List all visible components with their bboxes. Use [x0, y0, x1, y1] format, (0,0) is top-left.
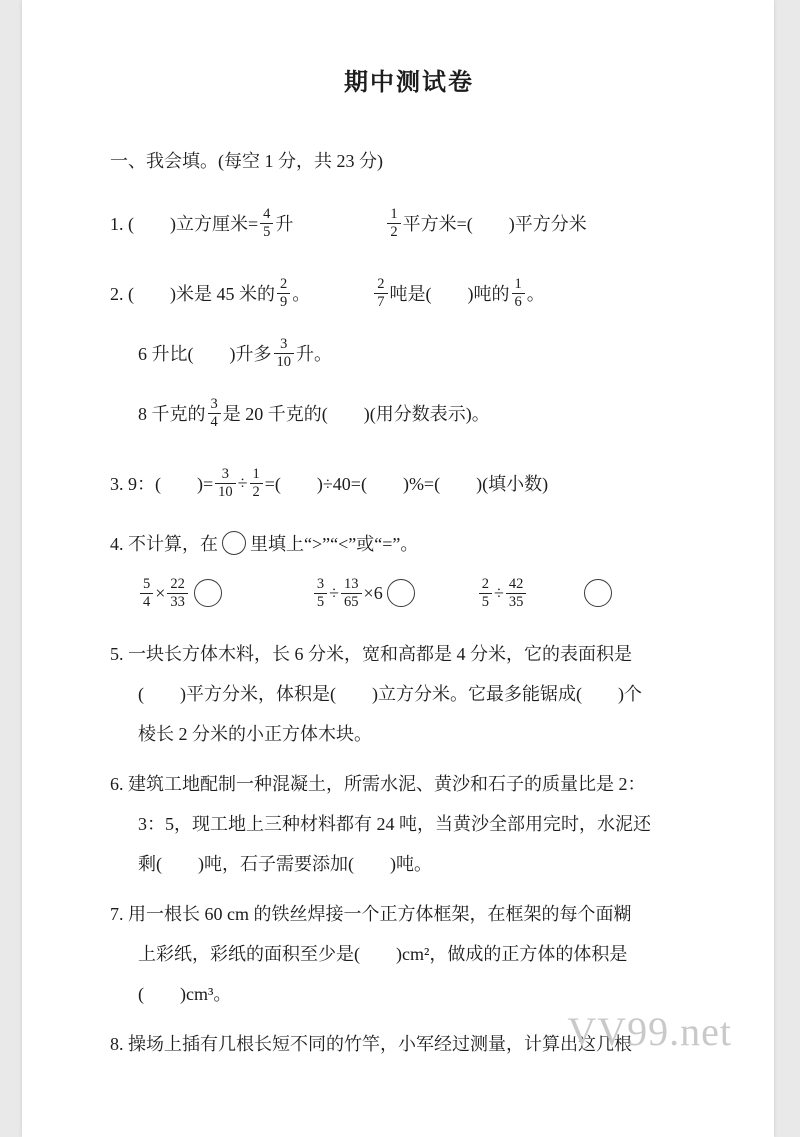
- problem-line: [110, 193, 708, 253]
- fraction: $\frac{2}{5}$: [479, 576, 492, 609]
- problems: [110, 193, 708, 1063]
- problem-line: [110, 263, 708, 323]
- problem-text: 2. ( )米是 45 米的: [110, 284, 275, 304]
- fraction: $\frac{5}{4}$: [140, 576, 153, 609]
- compare-circle: [194, 579, 222, 607]
- problem-text: 6. 建筑工地配制一种混凝土，所需水泥、黄沙和石子的质量比是 2：: [110, 774, 646, 794]
- problem-text: ( )cm³。: [138, 984, 232, 1004]
- fraction: $\frac{3}{5}$: [314, 576, 327, 609]
- problem-line: [110, 323, 708, 383]
- fraction: $\frac{1}{2}$: [250, 466, 263, 499]
- problem-text: ÷: [493, 582, 504, 603]
- problem-text: 6 升比( )升多: [138, 344, 272, 364]
- page-title: 期中测试卷: [344, 70, 474, 96]
- problem-text: ×: [155, 582, 166, 603]
- problem: [110, 263, 708, 443]
- problem: [110, 453, 708, 513]
- problem-text: 。: [526, 284, 545, 304]
- problem: [110, 763, 708, 883]
- problem-text: 里填上“>”“<”或“=”。: [250, 534, 419, 554]
- problem-text: 。: [292, 284, 311, 304]
- problem-text: 剩( )吨，石子需要添加( )吨。: [138, 854, 432, 874]
- watermark: VV99.net: [567, 1009, 732, 1054]
- problem-text: ×6: [363, 582, 383, 603]
- problem-line: [110, 633, 708, 673]
- problem-text: 棱长 2 分米的小正方体木块。: [138, 724, 372, 744]
- problem-line: [110, 803, 708, 843]
- problem-line: [110, 523, 708, 563]
- problem: [110, 893, 708, 1013]
- problem-line: [110, 973, 708, 1013]
- problem: [110, 633, 708, 753]
- problem-text: 升。: [296, 344, 332, 364]
- fraction: $\frac{13}{65}$: [341, 576, 362, 609]
- problem-line: [110, 453, 708, 513]
- problem-text: 是 20 千克的( )(用分数表示)。: [222, 404, 490, 424]
- problem-line: [110, 563, 708, 623]
- problem-text: 4. 不计算，在: [110, 534, 218, 554]
- problem-text: 7. 用一根长 60 cm 的铁丝焊接一个正方体框架，在框架的每个面糊: [110, 904, 632, 924]
- fraction: $\frac{3}{4}$: [208, 396, 221, 429]
- problem-text: 平方米=( )平方分米: [402, 214, 587, 234]
- problem-text: 吨是( )吨的: [389, 284, 510, 304]
- fraction: $\frac{22}{33}$: [167, 576, 188, 609]
- fraction: $\frac{2}{7}$: [374, 276, 387, 309]
- problem-text: 8. 操场上插有几根长短不同的竹竿，小军经过测量，计算出这几根: [110, 1034, 632, 1054]
- fraction: $\frac{42}{35}$: [506, 576, 527, 609]
- problem-line: [110, 713, 708, 753]
- problem-text: =( )÷40=( )%=( )(填小数): [264, 474, 549, 494]
- problem-line: [110, 893, 708, 933]
- problem: [110, 193, 708, 253]
- fraction: $\frac{3}{10}$: [274, 336, 295, 369]
- fraction: $\frac{2}{9}$: [277, 276, 290, 309]
- fraction: $\frac{1}{6}$: [512, 276, 525, 309]
- problem-text: 1. ( )立方厘米=: [110, 214, 259, 234]
- problem-line: [110, 673, 708, 713]
- problem: [110, 523, 708, 623]
- document-page: [22, 0, 774, 1137]
- problem-text: 3：5，现工地上三种材料都有 24 吨，当黄沙全部用完时，水泥还: [138, 814, 651, 834]
- compare-circle: [222, 531, 246, 555]
- problem-text: 5. 一块长方体木料，长 6 分米，宽和高都是 4 分米，它的表面积是: [110, 644, 632, 664]
- fraction: $\frac{4}{5}$: [260, 206, 273, 239]
- compare-circle: [584, 579, 612, 607]
- problem-line: [110, 933, 708, 973]
- problem-text: ÷: [329, 582, 340, 603]
- compare-circle: [387, 579, 415, 607]
- problem-line: [110, 843, 708, 883]
- section-heading: 一、我会填。(每空 1 分，共 23 分): [110, 151, 383, 171]
- fraction: $\frac{1}{2}$: [387, 206, 400, 239]
- problem-text: 升: [275, 214, 294, 234]
- problem-text: 8 千克的: [138, 404, 206, 424]
- fraction: $\frac{3}{10}$: [215, 466, 236, 499]
- problem-text: 上彩纸，彩纸的面积至少是( )cm²，做成的正方体的体积是: [138, 944, 628, 964]
- problem-text: 3. 9：( )=: [110, 474, 214, 494]
- problem-text: ( )平方分米，体积是( )立方分米。它最多能锯成( )个: [138, 684, 642, 704]
- problem-text: ÷: [237, 472, 248, 493]
- problem-line: [110, 763, 708, 803]
- problem-line: [110, 383, 708, 443]
